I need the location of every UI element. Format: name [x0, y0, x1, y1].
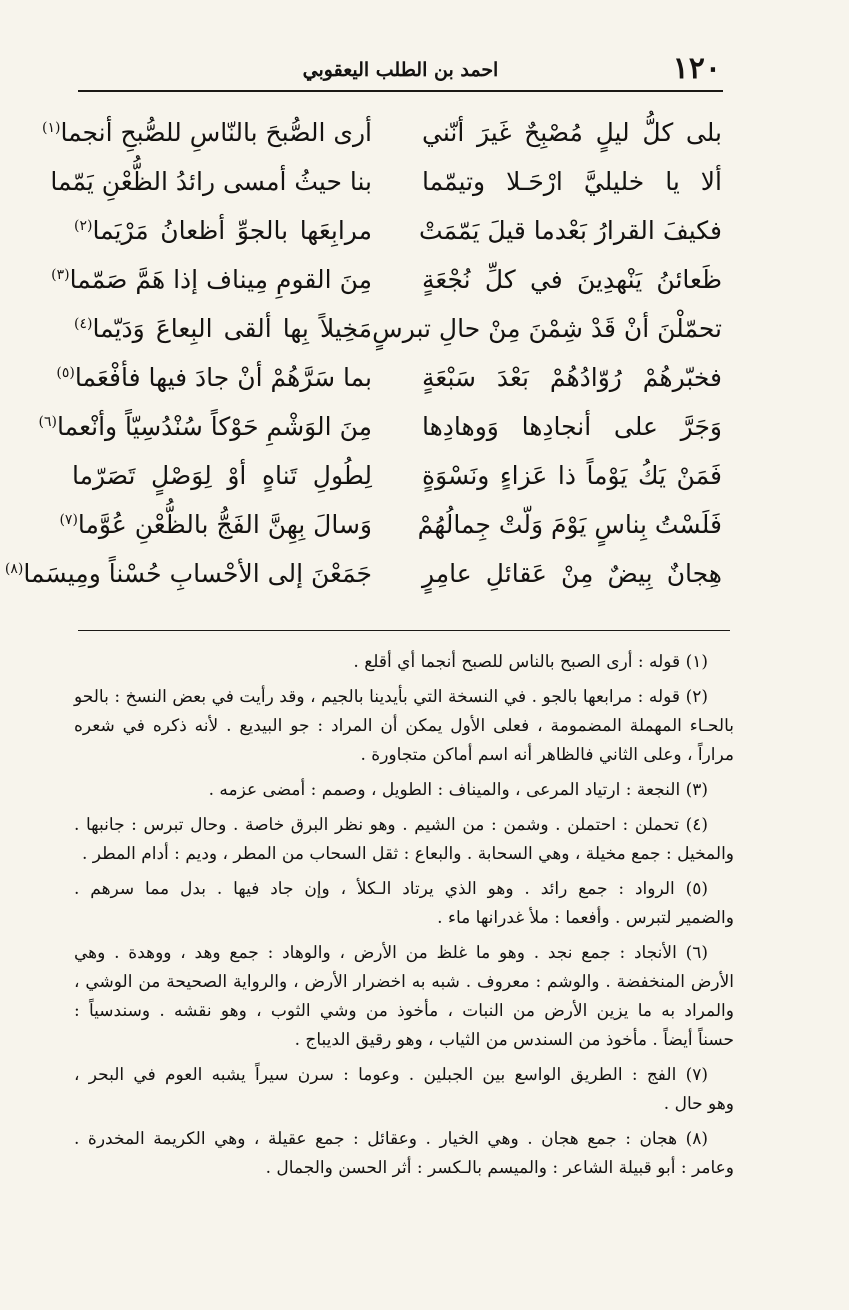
second-hemistich-text: بما سَرَّهُمْ أنْ جادَ فيها فأفْعَما — [74, 363, 372, 392]
verse-line — [72, 206, 732, 255]
footnote — [74, 875, 734, 933]
first-hemistich: فخبّرهُمْ رُوّادُهُمْ بَعْدَ سَبْعَةٍ — [422, 363, 722, 392]
first-hemistich: بلى كلُّ ليلٍ مُصْبِحٌ غَيرَ أنّني — [422, 118, 722, 147]
footnote-line: والضمير لتبرس . وأفعما : ملأ غدرانها ماء . — [437, 908, 734, 928]
footnote-marker: (٥) — [56, 364, 75, 381]
footnote-marker: (٣) — [51, 266, 70, 283]
footnote-marker: (١) — [41, 119, 61, 136]
footnote — [74, 1061, 734, 1119]
second-hemistich-text: مِنَ القومِ مِيناف إذا هَمَّ صَمّما — [69, 265, 372, 294]
footnote-line: (١) قوله : أرى الصبح بالناس للصبح أنجما أي أقلع . — [353, 652, 708, 672]
footnote-line: (٣) النجعة : ارتياد المرعى ، والميناف : الطويل ، وصمم : أمضى عزمه . — [208, 780, 708, 800]
second-hemistich — [50, 157, 372, 206]
header-rule — [78, 90, 723, 92]
second-hemistich — [41, 108, 372, 157]
footnote-line: (٨) هجان : جمع هجان . وهي الخيار . وعقائل : جمع عقيلة ، وهي الكريمة المخدرة . — [74, 1129, 708, 1149]
second-hemistich-text: مَخِيلاً بِها ألقى البِعاعَ وَدَيّما — [92, 314, 372, 343]
second-hemistich — [51, 255, 372, 304]
verse-line — [56, 353, 732, 402]
second-hemistich-text: جَمَعْنَ إلى الأحْسابِ حُسْناً ومِيسَما — [23, 559, 372, 588]
second-hemistich-text: وَسالَ بِهِنَّ الفَجُّ بالظُّعْنِ عُوَّما — [77, 510, 372, 539]
second-hemistich — [72, 304, 372, 353]
second-hemistich-text: مرابِعَها بالجوِّ أظعانُ مَرْيَما — [92, 216, 372, 245]
first-hemistich: هِجانٌ بِيضٌ مِنْ عَقائلِ عامِرٍ — [422, 559, 722, 588]
first-hemistich: وَجَرَّ على أنجادِها وَوهادِها — [422, 412, 722, 441]
first-hemistich: فَمَنْ يَكُ يَوْماً ذا عَزاءٍ ونَسْوَةٍ — [422, 461, 722, 490]
footnote-line: مراراً ، وعلى الثاني فالظاهر أنه اسم أماكن متجاورة . — [360, 745, 734, 765]
verse-line — [38, 402, 732, 451]
footnote-line: وعامر : أبو قبيلة الشاعر : والميسم بالـكسر : أثر الحسن والجمال . — [265, 1158, 734, 1178]
second-hemistich-text: لِطُولِ تَناهٍ أوْ لِوَصْلٍ تَصَرّما — [72, 461, 372, 490]
second-hemistich — [4, 549, 372, 598]
second-hemistich — [72, 206, 372, 255]
footnote-line: الأرض المنخفضة . والوشم : معروف . شبه به اخضرار الأرض ، والرواية الصحيحة من الوشي ، — [74, 972, 734, 992]
footnote-line: (٢) قوله : مرابعها بالجو . في النسخة التي بأيدينا بالجيم ، وقد رأيت في بعض النسخ : بالحو — [74, 687, 708, 707]
second-hemistich — [59, 500, 372, 549]
verse-line — [51, 255, 732, 304]
first-hemistich: تحمّلْنَ أنْ قَدْ شِمْنَ مِنْ حالِ تبرسٍ — [372, 314, 722, 343]
footnote-marker: (٦) — [38, 413, 57, 430]
second-hemistich-text: أرى الصُّبحَ بالنّاسِ للصُّبحِ أنجما — [60, 118, 372, 147]
footnote — [74, 776, 734, 805]
footnote-line: (٧) الفج : الطريق الواسع بين الجبلين . وعوما : سرن سيراً يشبه العوم في البحر ، — [74, 1065, 708, 1085]
footnote — [74, 939, 734, 1055]
verse-line — [72, 304, 732, 353]
second-hemistich — [72, 451, 372, 500]
first-hemistich: ظَعائنُ يَنْهدِينَ في كلِّ نُجْعَةٍ — [422, 265, 722, 294]
page-number: ١٢٠ — [672, 51, 721, 86]
first-hemistich: فكيفَ القرارُ بَعْدما قيلَ يَمّمَتْ — [419, 216, 722, 245]
verse-line — [50, 157, 732, 206]
second-hemistich-text: بنا حيثُ أمسى رائدُ الظُّعْنِ يَمّما — [50, 167, 372, 196]
first-hemistich: ألا يا خليليَّ ارْحَـلا وتيمّما — [422, 167, 722, 196]
footnote-line: حسناً أيضاً . مأخوذ من السندس من الثياب ، وهو رقيق الديباج . — [294, 1030, 734, 1050]
footnote-line: (٥) الرواد : جمع رائد . وهو الذي يرتاد الـكلأ ، وإن جاد فيها . بدل مما سرهم . — [74, 879, 708, 899]
page-header — [78, 52, 723, 86]
footnote-line: والمراد به ما يزين الأرض من النبات ، مأخوذ من وشي الثوب ، وهو نقشه . وسندسياً : — [74, 1001, 734, 1021]
footnote — [74, 811, 734, 869]
poem — [4, 108, 732, 598]
running-title: احمد بن الطلب اليعقوبي — [302, 59, 499, 81]
footnote-marker: (٨) — [4, 560, 24, 577]
footnote-line: والمخيل : جمع مخيلة ، وهي السحابة . والبعاع : ثقل السحاب من المطر ، وديم : أدام المطر . — [81, 844, 734, 864]
footnote-line: (٤) تحملن : احتملن . وشمن : من الشيم . وهو نظر البرق خاصة . وحال تبرس : جانبها . — [74, 815, 708, 835]
verse-line — [72, 451, 732, 500]
footnote — [74, 648, 734, 677]
footnote-marker: (٧) — [59, 511, 78, 528]
footnote-marker: (٤) — [74, 315, 93, 332]
second-hemistich — [56, 353, 372, 402]
verse-line — [4, 549, 732, 598]
footnote-marker: (٢) — [74, 217, 93, 234]
first-hemistich: فَلَسْتُ بِناسٍ يَوْمَ وَلّتْ جِمالُهُمْ — [417, 510, 722, 539]
second-hemistich — [38, 402, 372, 451]
footnote-line: وهو حال . — [663, 1094, 734, 1114]
footnote — [74, 683, 734, 770]
footnote-separator — [78, 630, 730, 631]
footnote-line: (٦) الأنجاد : جمع نجد . وهو ما غلظ من الأرض ، والوهاد : جمع وهد ، ووهدة . وهي — [74, 943, 708, 963]
footnotes — [74, 648, 734, 1189]
verse-line — [41, 108, 732, 157]
footnote-line: بالحـاء المهملة المضمومة ، فعلى الأول يمكن أن المراد : جو البيديع . لأنه ذكره في شعره — [74, 716, 734, 736]
verse-line — [59, 500, 732, 549]
second-hemistich-text: مِنَ الوَشْمِ حَوْكاً سُنْدُسِيّاً وأنْعما — [57, 412, 372, 441]
footnote — [74, 1125, 734, 1183]
